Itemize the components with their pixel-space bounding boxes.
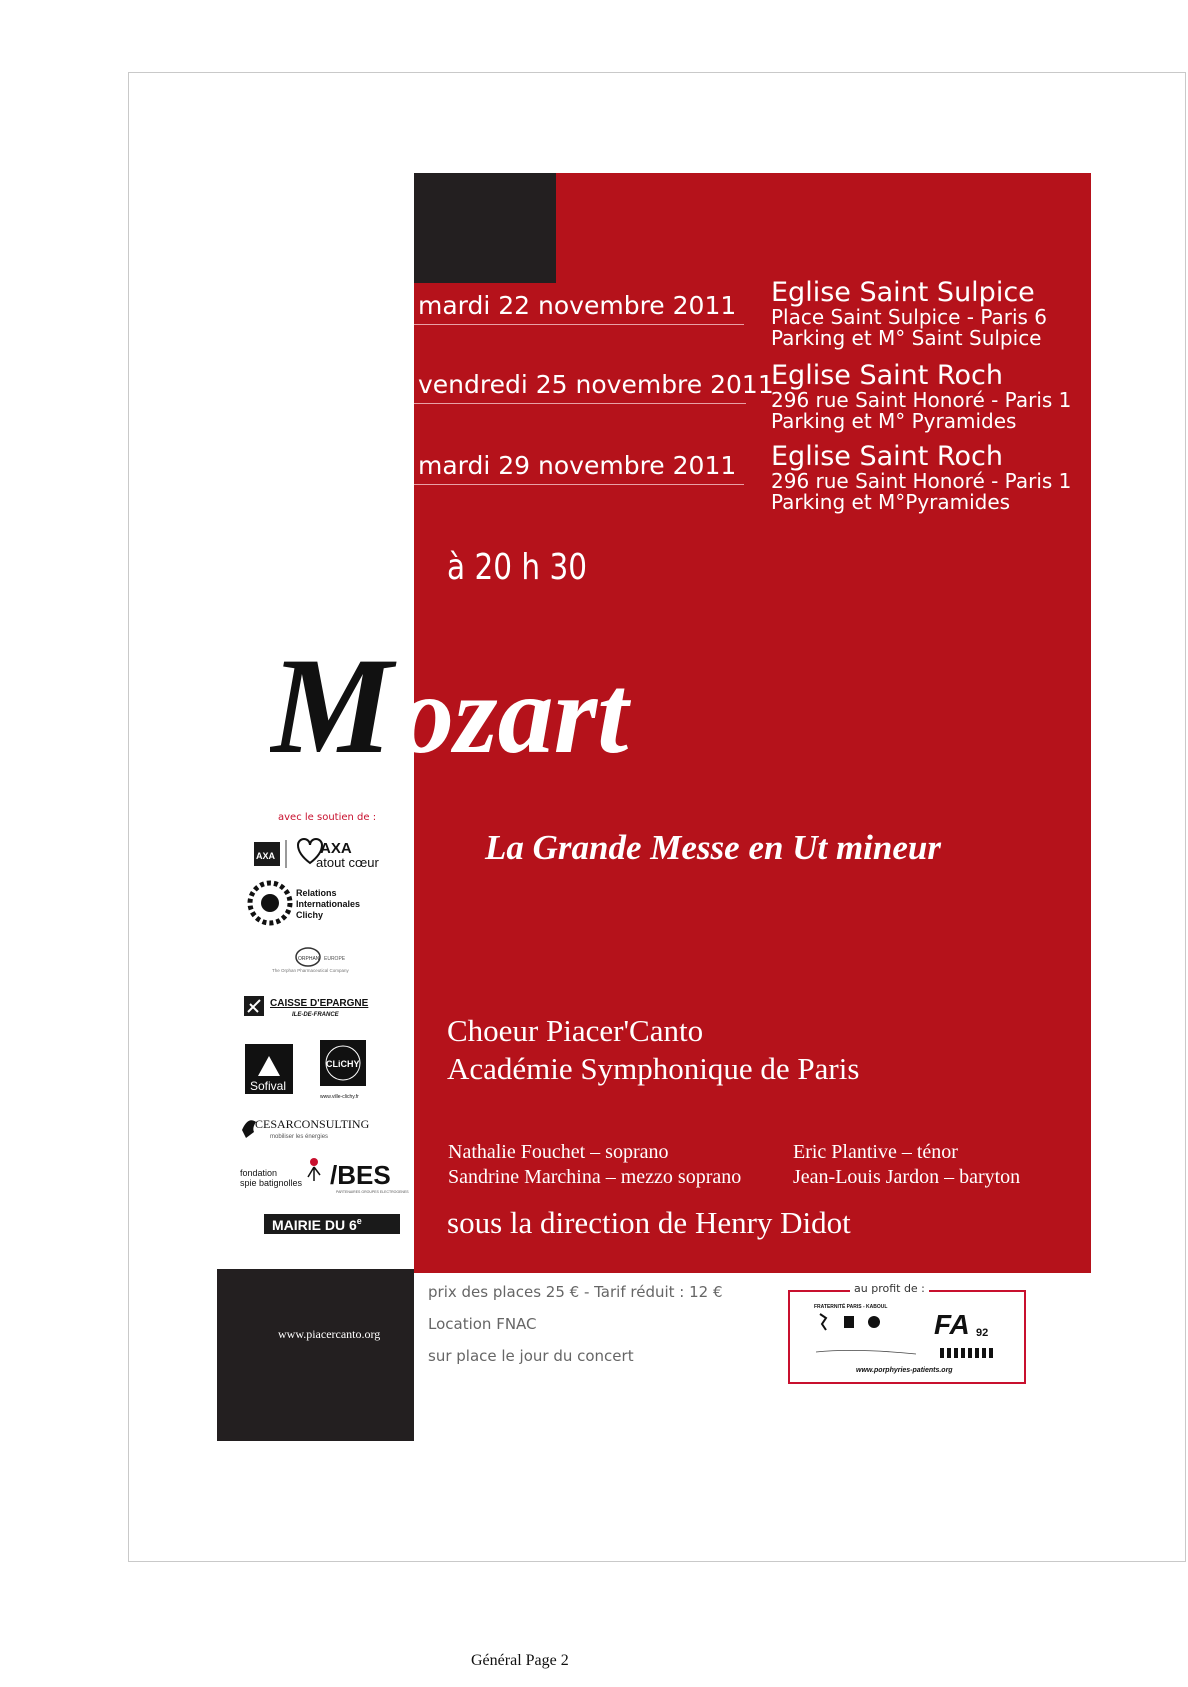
decorative-black-square xyxy=(414,173,556,283)
concert-venue-2 xyxy=(771,362,1071,432)
people-silhouettes-icon xyxy=(940,1348,993,1358)
relations-internationales-logo xyxy=(250,883,360,923)
sponsors-column xyxy=(240,812,410,1242)
beneficiaries-box xyxy=(788,1290,1026,1384)
fa-logo-number: 92 xyxy=(976,1327,989,1339)
concert-date-3: mardi 29 novembre 2011 xyxy=(414,451,744,485)
venue-name: Eglise Saint Roch xyxy=(771,360,1003,391)
fondation-line-2: spie batignolles xyxy=(240,1178,303,1188)
axa-text: AXA xyxy=(320,840,352,857)
ticket-onsite: sur place le jour du concert xyxy=(428,1347,634,1365)
concert-venue-1 xyxy=(771,279,1047,349)
sofival-logo xyxy=(245,1044,293,1094)
soloist-soprano: Nathalie Fouchet – soprano xyxy=(448,1141,669,1163)
cesar-sub-text: mobiliser les énergies xyxy=(270,1134,329,1140)
sponsors-label: avec le soutien de : xyxy=(278,812,377,823)
bes-text: /BES xyxy=(330,1160,391,1190)
venue-address: Place Saint Sulpice - Paris 6 xyxy=(771,305,1048,330)
fa-logo-text: FA xyxy=(934,1309,970,1340)
clichy-url: www.ville-clichy.fr xyxy=(320,1094,359,1100)
sponsor-logos xyxy=(240,812,410,1242)
venue-access: Parking et M°Pyramides xyxy=(771,490,1011,515)
venue-name: Eglise Saint Sulpice xyxy=(771,277,1035,308)
mozart-rest: ozart xyxy=(398,653,629,777)
venue-address: 296 rue Saint Honoré - Paris 1 xyxy=(771,388,1072,413)
bes-sub-text: PARTENAIRES GROUPES ELECTROGENES xyxy=(336,1190,409,1194)
website-block xyxy=(217,1269,414,1441)
soloist-mezzo: Sandrine Marchina – mezzo soprano xyxy=(448,1166,742,1188)
porphyries-url: www.porphyries-patients.org xyxy=(856,1367,953,1374)
orphan-europe-logo xyxy=(272,948,350,973)
orphan-text: ORPHAN xyxy=(298,956,320,962)
ensemble-orchestra: Académie Symphonique de Paris xyxy=(447,1051,860,1086)
page-footer: Général Page 2 xyxy=(471,1652,569,1669)
website-link[interactable]: www.piacercanto.org xyxy=(278,1327,381,1341)
venue-access: Parking et M° Pyramides xyxy=(771,409,1017,434)
caisse-text: CAISSE D'EPARGNE xyxy=(270,998,369,1009)
caisse-sub-text: ILE-DE-FRANCE xyxy=(292,1012,339,1018)
concert-time: à 20 h 30 xyxy=(447,547,588,588)
mozart-title xyxy=(270,640,730,780)
soloist-tenor: Eric Plantive – ténor xyxy=(793,1141,958,1163)
orphan-sub-text: EUROPE xyxy=(324,956,346,962)
orphan-tagline: The Orphan Pharmaceutical Company xyxy=(272,968,349,973)
concert-venue-3 xyxy=(771,443,1071,513)
cesar-consulting-logo xyxy=(242,1117,370,1140)
mozart-first-letter: M xyxy=(270,640,393,780)
axa-sub-text: atout cœur xyxy=(316,855,379,870)
conductor-line: sous la direction de Henry Didot xyxy=(447,1205,851,1240)
concert-date-2: vendredi 25 novembre 2011 xyxy=(414,370,746,404)
beneficiary-logos xyxy=(790,1292,1024,1382)
axa-badge-text: AXA xyxy=(256,851,276,861)
clichy-logo xyxy=(320,1040,366,1100)
axa-logo xyxy=(254,839,380,870)
relations-line-2: Internationales xyxy=(296,899,361,909)
relations-line-3: Clichy xyxy=(296,910,324,920)
concert-date-1: mardi 22 novembre 2011 xyxy=(414,291,744,325)
mairie-du-6-logo xyxy=(264,1214,400,1234)
sofival-text: Sofival xyxy=(250,1079,287,1093)
relations-line-1: Relations xyxy=(296,888,337,898)
cesar-text: CESARCONSULTING xyxy=(255,1117,370,1131)
venue-address: 296 rue Saint Honoré - Paris 1 xyxy=(771,469,1072,494)
fondation-line-1: fondation xyxy=(240,1168,278,1178)
beneficiaries-label: au profit de : xyxy=(850,1282,929,1295)
venue-access: Parking et M° Saint Sulpice xyxy=(771,326,1042,351)
ensemble-choir: Choeur Piacer'Canto xyxy=(447,1013,704,1048)
soloist-baritone: Jean-Louis Jardon – baryton xyxy=(793,1166,1021,1188)
mairie-text: MAIRIE DU 6e xyxy=(272,1216,362,1233)
mairie-superscript: e xyxy=(356,1216,362,1226)
fraternite-text: FRATERNITÉ PARIS - KABOUL xyxy=(814,1304,888,1310)
fondation-bes-logo xyxy=(240,1158,409,1194)
caisse-epargne-logo xyxy=(244,996,369,1018)
ticket-price: prix des places 25 € - Tarif réduit : 12 € xyxy=(428,1283,723,1301)
ticket-location: Location FNAC xyxy=(428,1315,537,1333)
clichy-text: CLiCHY xyxy=(326,1059,360,1069)
work-subtitle: La Grande Messe en Ut mineur xyxy=(485,828,941,867)
venue-name: Eglise Saint Roch xyxy=(771,441,1003,472)
